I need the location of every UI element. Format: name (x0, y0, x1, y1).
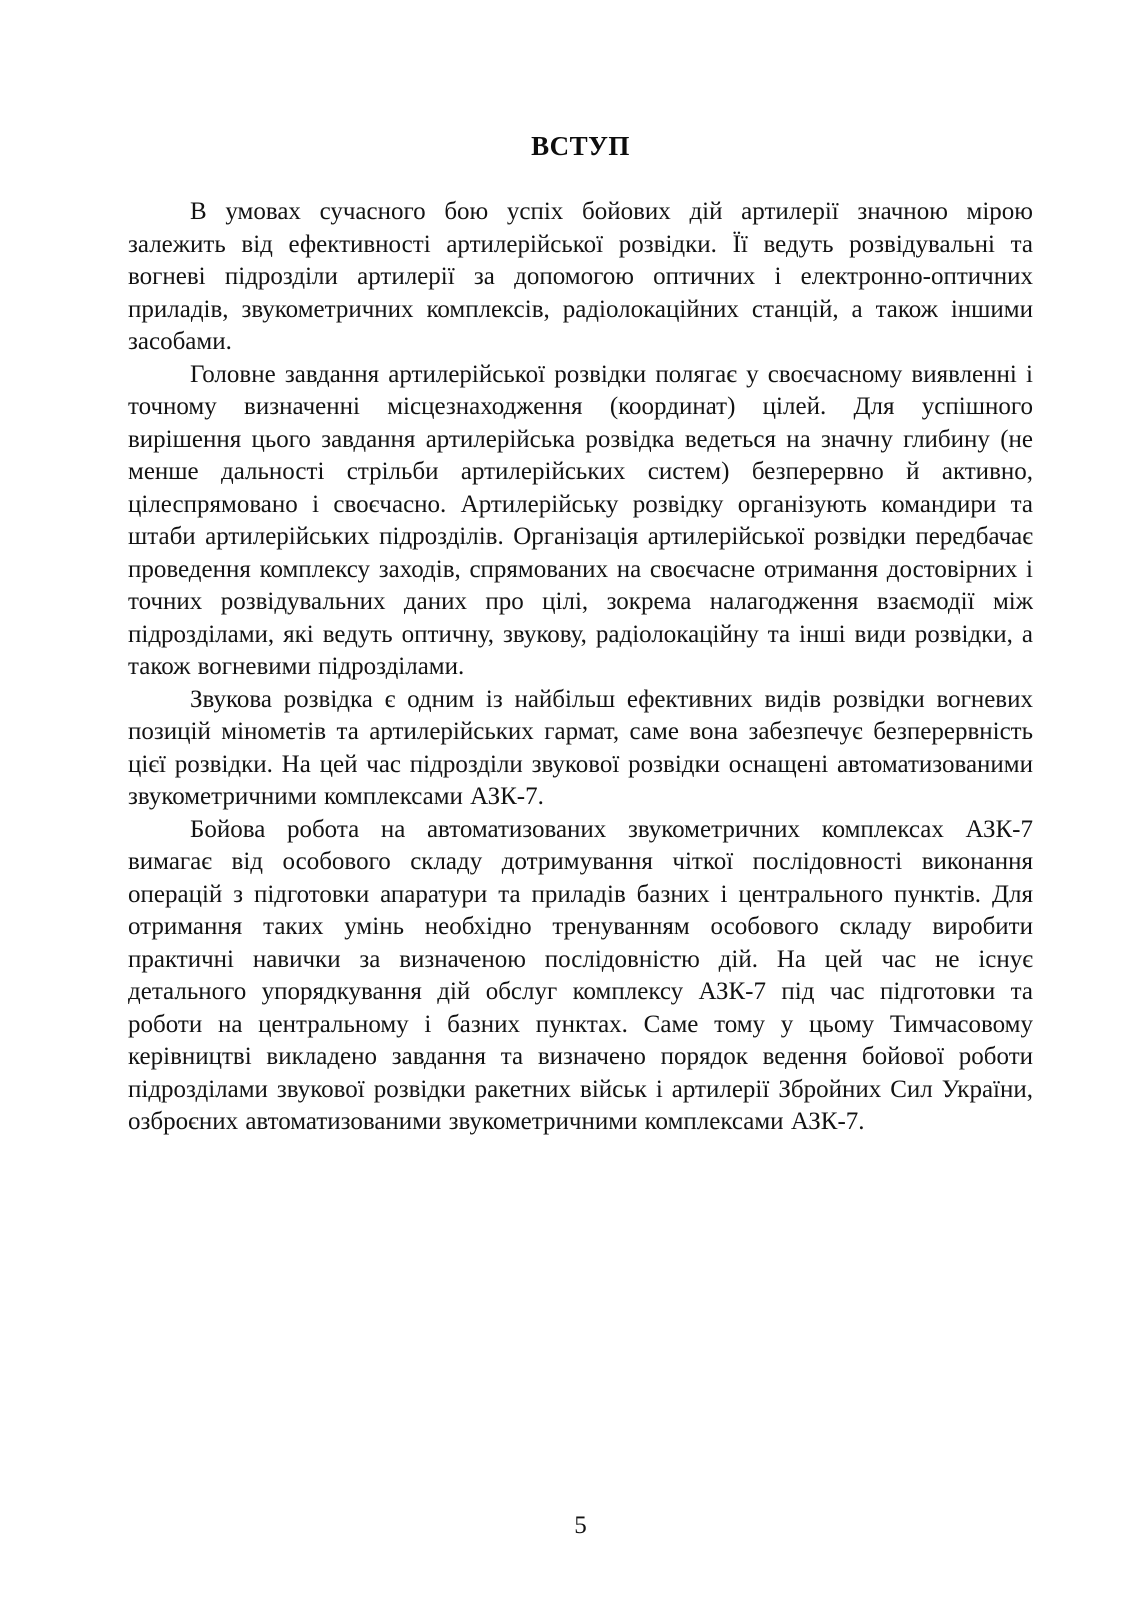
paragraph-3: Звукова розвідка є одним із найбільш ефективних видів розвідки вогневих позицій мінометів та артилерійських гармат, саме вона забезпечує безперервність цієї розвідки. На цей час підрозділи звукової розвідки оснащені автоматизованими звукометричними комплексами АЗК-7. (128, 685, 1033, 810)
page-number: 5 (574, 1512, 587, 1539)
body-text (128, 196, 1033, 1139)
paragraph-1: В умовах сучасного бою успіх бойових дій артилерії значною мірою залежить від ефективності артилерійської розвідки. Її ведуть розвідувальні та вогневі підрозділи артилерії за допомогою оптичних і електронно-оптичних приладів, звукометричних комплексів, радіолокаційних станцій, а також іншими засобами. (128, 198, 1033, 355)
page-title: ВСТУП (531, 131, 630, 161)
paragraph-2: Головне завдання артилерійської розвідки полягає у своєчасному виявленні і точному визначенні місцезнаходження (координат) цілей. Для успішного вирішення цього завдання артилерійська розвідка ведеться на значну глибину (не менше дальності стрільби артилерійських систем) безперервно й активно, цілеспрямовано і своєчасно. Артилерійську розвідку організують командири та штаби артилерійських підрозділів. Організація артилерійської розвідки передбачає проведення комплексу заходів, спрямованих на своєчасне отримання достовірних і точних розвідувальних даних про цілі, зокрема налагодження взаємодії між підрозділами, які ведуть оптичну, звукову, радіолокаційну та інші види розвідки, а також вогневими підрозділами. (128, 360, 1033, 680)
paragraph-4: Бойова робота на автоматизованих звукометричних комплексах АЗК-7 вимагає від особового складу дотримування чіткої послідовності виконання операцій з підготовки апаратури та приладів базних і центрального пунктів. Для отримання таких умінь необхідно тренуванням особового складу виробити практичні навички за визначеною послідовністю дій. На цей час не існує детального упорядкування дій обслуг комплексу АЗК-7 під час підготовки та роботи на центральному і базних пунктах. Саме тому у цьому Тимчасовому керівництві викладено завдання та визначено порядок ведення бойової роботи підрозділами звукової розвідки ракетних військ і артилерії Збройних Сил України, озброєних автоматизованими звукометричними комплексами АЗК-7. (128, 815, 1033, 1135)
page-content (128, 130, 1033, 1139)
